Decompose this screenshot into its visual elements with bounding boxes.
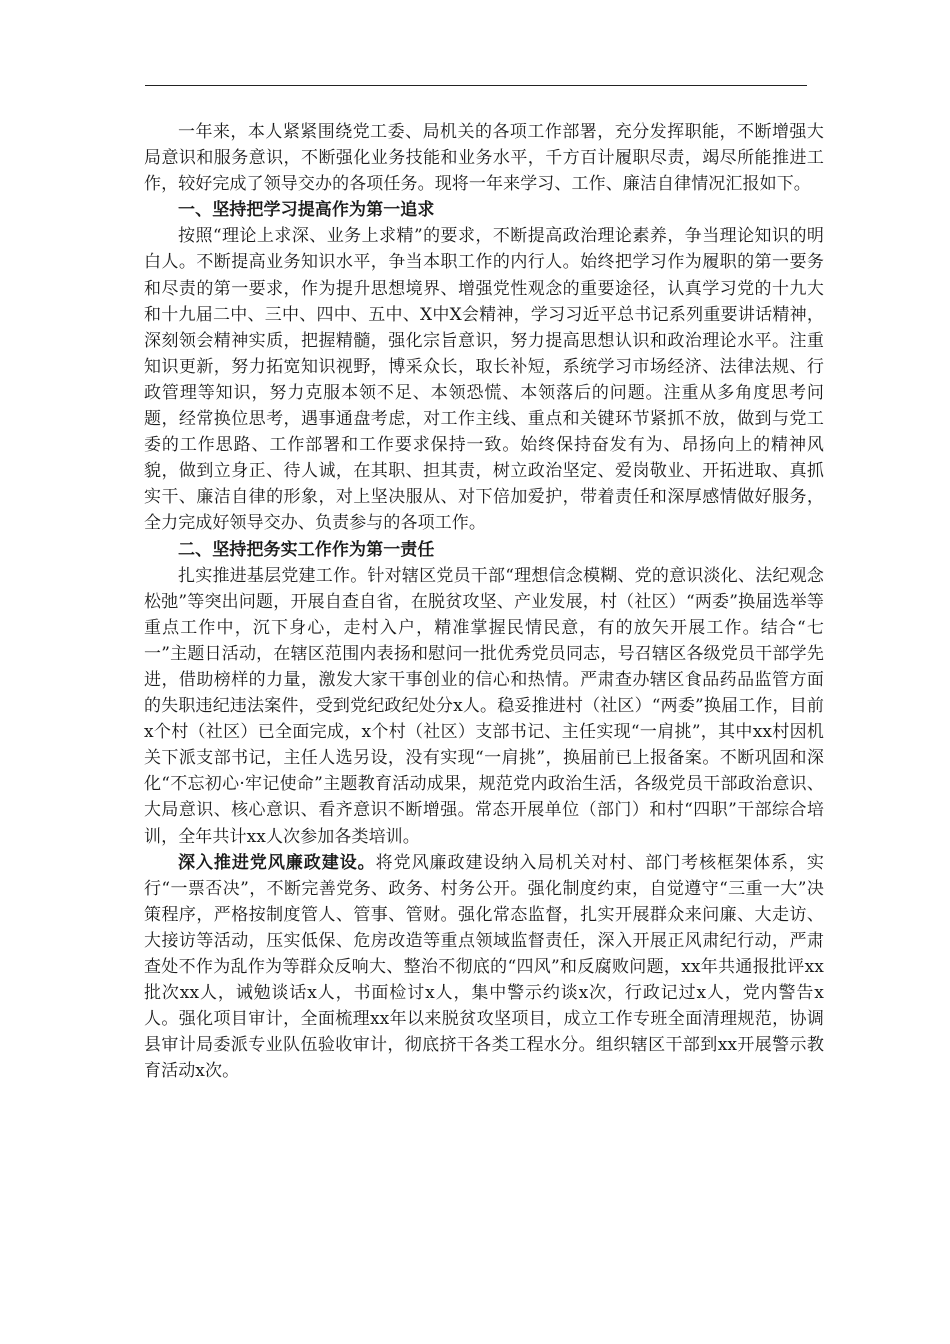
section2-paragraph-1: 扎实推进基层党建工作。针对辖区党员干部“理想信念模糊、党的意识淡化、法纪观念松弛”等突出问题，开展自查自省，在脱贫攻坚、产业发展，村（社区）“两委”换届选举等重点工作中，沉下身心，走村入户，精准掌握民情民意，有的放矢开展工作。结合“七一”主题日活动，在辖区范围内表扬和慰问一批优秀党员同志，号召辖区各级党员干部学先进，借助榜样的力量，激发大家干事创业的信心和热情。严肃查办辖区食品药品监管方面的失职违纪违法案件，受到党纪政纪处分x人。稳妥推进村（社区）“两委”换届工作，目前x个村（社区）已全面完成，x个村（社区）支部书记、主任实现“一肩挑”，其中xx村因机关下派支部书记，主任人选另设，没有实现“一肩挑”，换届前已上报备案。不断巩固和深化“不忘初心·牢记使命”主题教育活动成果，规范党内政治生活，各级党员干部政治意识、大局意识、核心意识、看齐意识不断增强。常态开展单位（部门）和村“四职”干部综合培训，全年共计xx人次参加各类培训。	[144, 565, 824, 847]
section1-paragraph: 按照“理论上求深、业务上求精”的要求，不断提高政治理论素养，争当理论知识的明白人。不断提高业务知识水平，争当本职工作的内行人。始终把学习作为履职的第一要务和尽责的第一要求，作为提升思想境界、增强党性观念的重要途径，认真学习党的十九大和十九届二中、三中、四中、五中、X中X会精神，学习习近平总书记系列重要讲话精神，深刻领会精神实质，把握精髓，强化宗旨意识，努力提高思想认识和政治理论水平。注重知识更新，努力拓宽知识视野，博采众长，取长补短，系统学习市场经济、法律法规、行政管理等知识，努力克服本领不足、本领恐慌、本领落后的问题。注重从多角度思考问题，经常换位思考，遇事通盘考虑，对工作主线、重点和关键环节紧抓不放，做到与党工委的工作思路、工作部署和工作要求保持一致。始终保持奋发有为、昂扬向上的精神风貌，做到立身正、待人诚，在其职、担其责，树立政治坚定、爱岗敬业、开拓进取、真抓实干、廉洁自律的形象，对上坚决服从、对下倍加爱护，带着责任和深厚感情做好服务，全力完成好领导交办、负责参与的各项工作。	[144, 226, 824, 534]
section2-paragraph-2	[144, 850, 824, 1085]
section-heading-2: 二、坚持把务实工作作为第一责任	[178, 539, 435, 560]
intro-paragraph: 一年来，本人紧紧围绕党工委、局机关的各项工作部署，充分发挥职能，不断增强大局意识和服务意识，不断强化业务技能和业务水平，千方百计履职尽责，竭尽所能推进工作，较好完成了领导交办的各项任务。现将一年来学习、工作、廉洁自律情况汇报如下。	[144, 122, 824, 195]
header-rule	[145, 85, 807, 86]
paragraph-body-text: 将党风廉政建设纳入局机关对村、部门考核框架体系，实行“一票否决”，不断完善党务、政务、村务公开。强化制度约束，自觉遵守“三重一大”决策程序，严格按制度管人、管事、管财。强化常态监督，扎实开展群众来问廉、大走访、大接访等活动，压实低保、危房改造等重点领域监督责任，深入开展正风肃纪行动，严肃查处不作为乱作为等群众反响大、整治不彻底的“四风”和反腐败问题，xx年共通报批评xx批次xx人，诫勉谈话x人，书面检讨x人，集中警示约谈x次，行政记过x人，党内警告x人。强化项目审计，全面梳理xx年以来脱贫攻坚项目，成立工作专班全面清理规范，协调县审计局委派专业队伍验收审计，彻底挤干各类工程水分。组织辖区干部到xx开展警示教育活动x次。	[144, 852, 824, 1082]
document-body	[144, 119, 824, 1084]
paragraph-lead-bold: 深入推进党风廉政建设。	[178, 852, 376, 873]
section-heading-1: 一、坚持把学习提高作为第一追求	[178, 200, 435, 221]
